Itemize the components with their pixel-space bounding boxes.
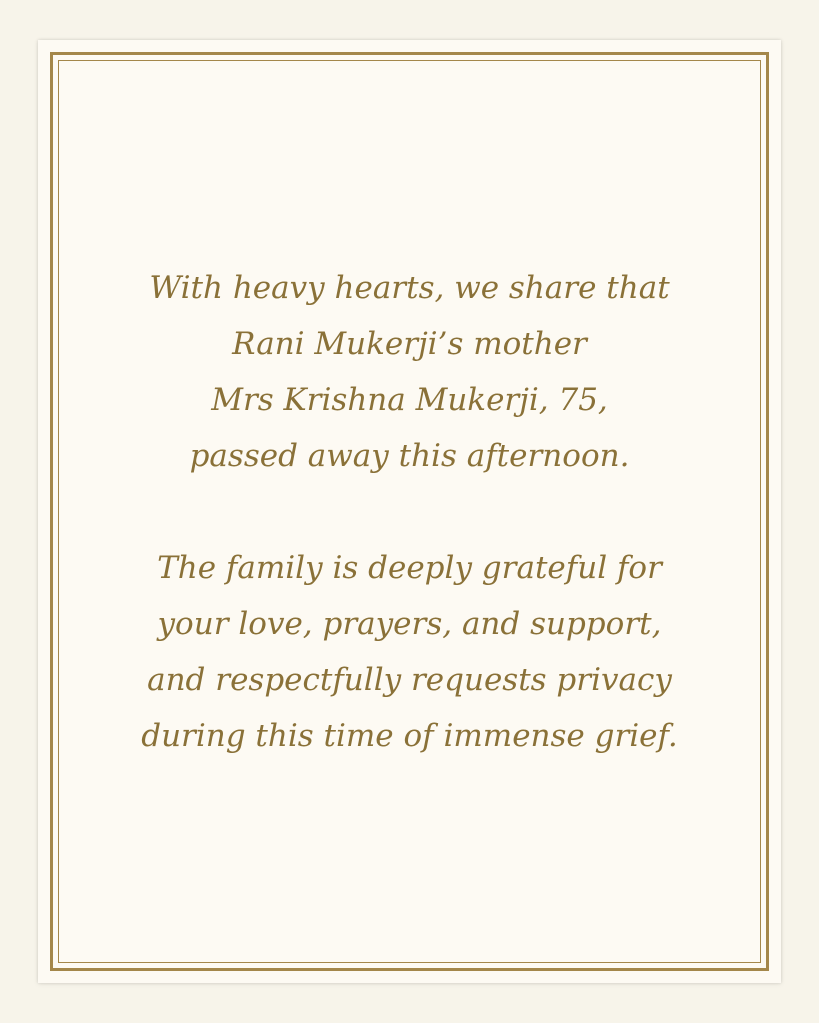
announcement-line: With heavy hearts, we share that	[149, 270, 670, 306]
announcement-line: Rani Mukerji’s mother	[232, 326, 587, 362]
gratitude-line: your love, prayers, and support,	[157, 606, 662, 642]
gratitude-line: during this time of immense grief.	[141, 718, 678, 754]
gratitude-paragraph	[98, 540, 721, 764]
gratitude-line: and respectfully requests privacy	[147, 662, 672, 698]
announcement-line: passed away this afternoon.	[189, 438, 630, 474]
gratitude-line: The family is deeply grateful for	[157, 550, 662, 586]
announcement-line: Mrs Krishna Mukerji, 75,	[211, 382, 608, 418]
announcement-paragraph	[98, 260, 721, 484]
condolence-card	[38, 40, 781, 983]
condolence-message	[98, 260, 721, 764]
